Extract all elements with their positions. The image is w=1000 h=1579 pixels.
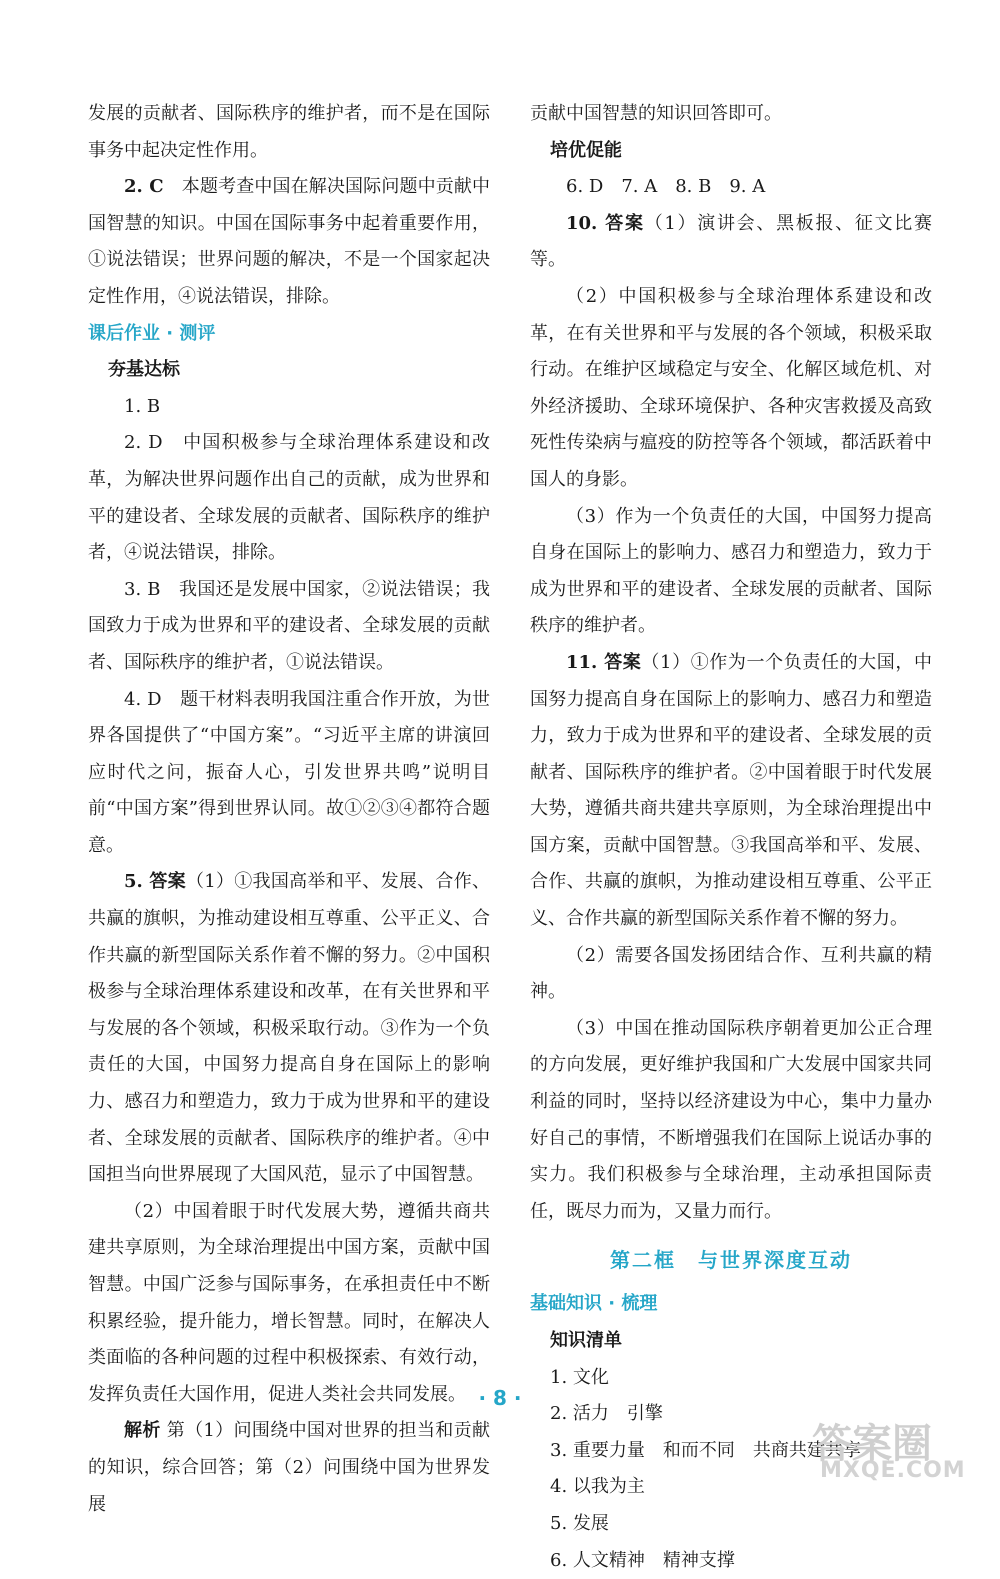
knowledge-item: 1. 文化 bbox=[550, 1366, 609, 1388]
answer-label: 1. B bbox=[124, 395, 161, 417]
knowledge-item: 4. 以我为主 bbox=[550, 1476, 645, 1498]
answer-text: 本题考查中国在解决国际问题中贡献中国智慧的知识。中国在国际事务中起着重要作用，①说法错误；世界问题的解决，不是一个国家起决定性作用，④说法错误，排除。 bbox=[88, 176, 491, 307]
watermark-text: 答案圈 bbox=[812, 1421, 932, 1467]
answer-label: 2. C bbox=[124, 176, 164, 198]
answer-text: （1）①我国高举和平、发展、合作、共赢的旗帜，为推动建设相互尊重、公平正义、合作共赢的新型国际关系作着不懈的努力。②中国积极参与全球治理体系建设和改革，在有关世界和平与发展的各个领域，积极采取行动。③作为一个负责任的大国，中国努力提高自身在国际上的影响力、感召力和塑造力，致力于成为世界和平的建设者、全球发展的贡献者、国际秩序的维护者。④中国担当向世界展现了大国风范，显示了中国智慧。 bbox=[88, 871, 491, 1186]
answer-5-part-2: （2）中国着眼于时代发展大势，遵循共商共建共享原则，为全球治理提出中国方案，贡献中国智慧。中国广泛参与国际事务，在承担责任中不断积累经验，提升能力，增长智慧。同时，在解决人类面临的各种问题的过程中积极探索、有效行动，发挥负责任大国作用，促进人类社会共同发展。 bbox=[88, 1200, 490, 1405]
answers-6-9: 6. D 7. A 8. B 9. A bbox=[566, 176, 766, 198]
answer-label: 2. D bbox=[124, 432, 163, 454]
answer-3 bbox=[88, 572, 490, 682]
section-heading-basics: 基础知识 · 梳理 bbox=[530, 1293, 658, 1315]
answer-10-part-2: （2）中国积极参与全球治理体系建设和改革，在有关世界和平与发展的各个领域，积极采取行动。在维护区域稳定与安全、化解区域危机、对外经济援助、全球环境保护、各种灾害救援及高致死性传染病与瘟疫的防控等各个领域，都活跃着中国人的身影。 bbox=[530, 285, 932, 490]
answer-10-part-3: （3）作为一个负责任的大国，中国努力提高自身在国际上的影响力、感召力和塑造力，致力于成为世界和平的建设者、全球发展的贡献者、国际秩序的维护者。 bbox=[530, 505, 932, 637]
answer-label: 5. 答案 bbox=[124, 871, 186, 893]
answer-label: 10. 答案 bbox=[566, 212, 645, 234]
answer-text: 题干材料表明我国注重合作开放，为世界各国提供了“中国方案”。“习近平主席的讲演回应时代之问，振奋人心，引发世界共鸣”说明目前“中国方案”得到世界认同。故①②③④都符合题意。 bbox=[88, 688, 491, 856]
subheading-advanced: 培优促能 bbox=[550, 139, 622, 161]
answer-2-paragraph bbox=[88, 169, 490, 315]
continued-paragraph: 发展的贡献者、国际秩序的维护者，而不是在国际事务中起决定性作用。 bbox=[88, 103, 490, 161]
knowledge-item: 2. 活力 引擎 bbox=[550, 1403, 663, 1425]
answer-label: 3. B bbox=[124, 578, 161, 600]
continued-paragraph-right: 贡献中国智慧的知识回答即可。 bbox=[530, 103, 782, 124]
answer-4 bbox=[88, 682, 490, 865]
answer-11 bbox=[530, 645, 932, 938]
answer-text: （1）演讲会、黑板报、征文比赛等。 bbox=[530, 212, 932, 271]
section-title: 第二框 与世界深度互动 bbox=[610, 1248, 852, 1273]
section-heading-homework: 课后作业 · 测评 bbox=[88, 322, 216, 344]
left-column bbox=[88, 96, 490, 1523]
analysis-paragraph bbox=[88, 1413, 490, 1523]
answer-label: 4. D bbox=[124, 688, 162, 710]
watermark-logo bbox=[812, 1412, 972, 1482]
answer-11-part-2: （2）需要各国发扬团结合作、互利共赢的精神。 bbox=[530, 944, 932, 1003]
analysis-text: 第（1）问围绕中国对世界的担当和贡献的知识，综合回答；第（2）问围绕中国为世界发展 bbox=[88, 1420, 490, 1515]
answer-label: 11. 答案 bbox=[566, 651, 642, 673]
watermark-url: MXQE.COM bbox=[820, 1458, 966, 1483]
right-column bbox=[530, 96, 932, 1579]
analysis-label: 解析 bbox=[124, 1420, 161, 1442]
page-number: · 8 · bbox=[478, 1386, 522, 1410]
answer-2 bbox=[88, 425, 490, 571]
knowledge-item: 5. 发展 bbox=[550, 1512, 609, 1534]
knowledge-item: 6. 人文精神 精神支撑 bbox=[550, 1549, 735, 1571]
answer-11-part-3: （3）中国在推动国际秩序朝着更加公正合理的方向发展，更好维护我国和广大发展中国家共同利益的同时，坚持以经济建设为中心，集中力量办好自己的事情，不断增强我们在国际上说话办事的实力。我们积极参与全球治理，主动承担国际责任，既尽力而为，又量力而行。 bbox=[530, 1017, 932, 1222]
answer-text: 我国还是发展中国家，②说法错误；我国致力于成为世界和平的建设者、全球发展的贡献者、国际秩序的维护者，①说法错误。 bbox=[88, 578, 491, 673]
knowledge-item: 3. 重要力量 和而不同 共商共建共享 bbox=[550, 1439, 861, 1461]
answer-1 bbox=[88, 389, 490, 426]
subheading-knowledge-list: 知识清单 bbox=[550, 1330, 622, 1351]
answer-5 bbox=[88, 864, 490, 1193]
subheading-foundation: 夯基达标 bbox=[108, 359, 180, 381]
answer-text: 中国积极参与全球治理体系建设和改革，为解决世界问题作出自己的贡献，成为世界和平的建设者、全球发展的贡献者、国际秩序的维护者，④说法错误，排除。 bbox=[88, 432, 491, 564]
answer-text: （1）①作为一个负责任的大国，中国努力提高自身在国际上的影响力、感召力和塑造力，致力于成为世界和平的建设者、全球发展的贡献者、国际秩序的维护者。②中国着眼于时代发展大势，遵循共商共建共享原则，为全球治理提出中国方案，贡献中国智慧。③我国高举和平、发展、合作、共赢的旗帜，为推动建设相互尊重、公平正义、合作共赢的新型国际关系作着不懈的努力。 bbox=[530, 651, 933, 930]
answer-10 bbox=[530, 206, 932, 279]
